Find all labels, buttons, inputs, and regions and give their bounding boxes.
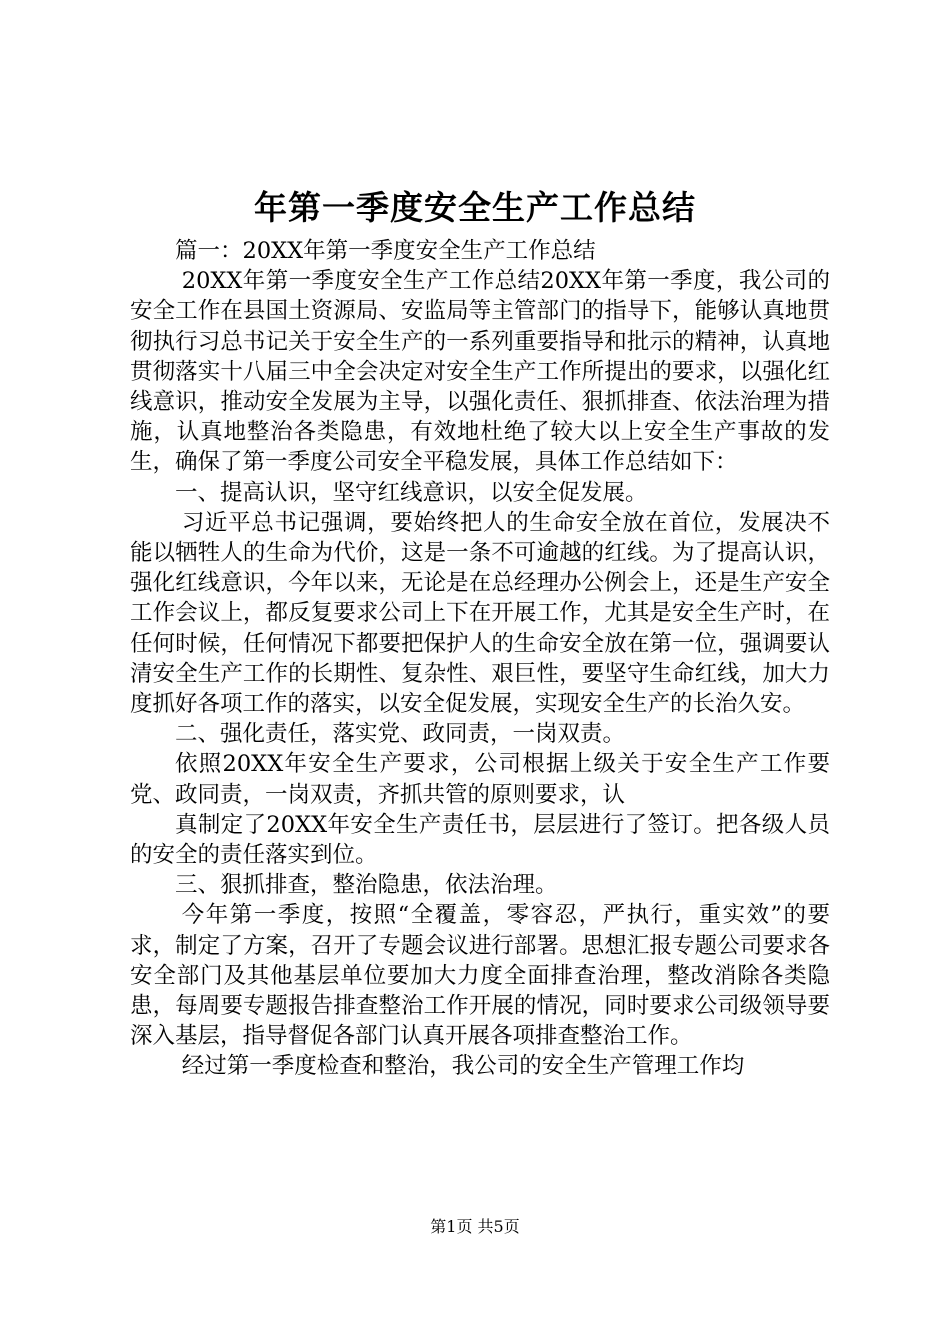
paragraph-intro: 20XX年第一季度安全生产工作总结20XX年第一季度，我公司的安全工作在县国土资源局、安监局等主管部门的指导下，能够认真地贯彻执行习总书记关于安全生产的一系列重要指导和批示的精神，认真地贯彻落实十八届三中全会决定对安全生产工作所提出的要求，以强化红线意识，推动安全发展为主导，以强化责任、狠抓排查、依法治理为措施，认真地整治各类隐患，有效地杜绝了较大以上安全生产事故的发生，确保了第一季度公司安全平稳发展，具体工作总结如下： bbox=[130, 268, 830, 476]
document-body bbox=[130, 236, 830, 1082]
paragraph-section-3: 今年第一季度，按照“全覆盖，零容忍，严执行，重实效”的要求，制定了方案，召开了专题会议进行部署。思想汇报专题公司要求各安全部门及其他基层单位要加大力度全面排查治理，整改消除各类隐患，每周要专题报告排查整治工作开展的情况，同时要求公司级领导要深入基层，指导督促各部门认真开展各项排查整治工作。 bbox=[130, 902, 830, 1050]
paragraph-section-1: 习近平总书记强调，要始终把人的生命安全放在首位，发展决不能以牺牲人的生命为代价，这是一条不可逾越的红线。为了提高认识，强化红线意识，今年以来，无论是在总经理办公例会上，还是生产安全工作会议上，都反复要求公司上下在开展工作，尤其是安全生产时，在任何时候，任何情况下都要把保护人的生命安全放在第一位，强调要认清安全生产工作的长期性、复杂性、艰巨性，要坚守生命红线，加大力度抓好各项工作的落实，以安全促发展，实现安全生产的长治久安。 bbox=[130, 509, 830, 718]
paragraph-section-2a: 依照20XX年安全生产要求，公司根据上级关于安全生产工作要党、政同责，一岗双责，齐抓共管的原则要求，认 bbox=[130, 751, 830, 808]
page-footer: 第1页 共5页 bbox=[430, 1217, 520, 1236]
section-heading-3: 三、狠抓排查，整治隐患，依法治理。 bbox=[175, 872, 558, 899]
paragraph-subtitle: 篇一：20XX年第一季度安全生产工作总结 bbox=[175, 238, 596, 264]
paragraph-closing: 经过第一季度检查和整治，我公司的安全生产管理工作均 bbox=[181, 1053, 745, 1080]
paragraph-section-2b: 真制定了20XX年安全生产责任书，层层进行了签订。把各级人员的安全的责任落实到位。 bbox=[130, 811, 830, 869]
section-heading-2: 二、强化责任，落实党、政同责，一岗双责。 bbox=[175, 721, 626, 748]
section-heading-1: 一、提高认识，坚守红线意识，以安全促发展。 bbox=[175, 479, 648, 506]
document-title: 年第一季度安全生产工作总结 bbox=[254, 188, 696, 227]
